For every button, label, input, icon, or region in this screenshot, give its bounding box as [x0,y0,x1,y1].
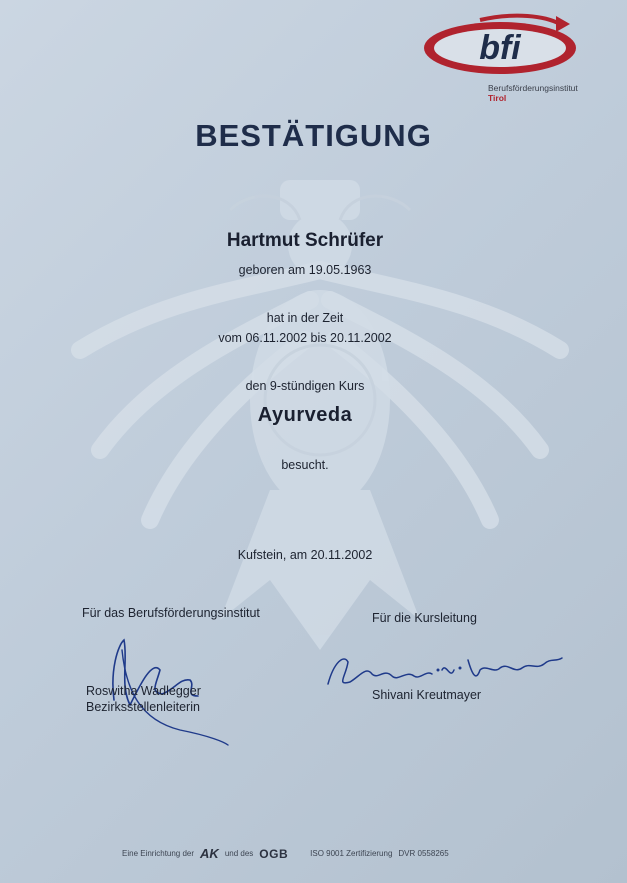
logo-institute-name: Berufsförderungsinstitut [488,83,578,93]
course-period: vom 06.11.2002 bis 20.11.2002 [218,331,392,345]
footer-prefix: Eine Einrichtung der [122,849,195,858]
ogb-logo: OGB [259,846,289,861]
place-and-date: Kufstein, am 20.11.2002 [237,548,373,562]
footer-line [122,846,449,861]
left-signatory-role: Bezirksstellenleiterin [86,700,200,714]
attendance-statement: besucht. [281,458,329,472]
bfi-logo [420,10,585,80]
logo-region: Tirol [488,93,507,103]
footer-dvr: DVR 0558265 [398,849,449,858]
document-title: BESTÄTIGUNG [195,118,432,153]
right-signatory-heading: Für die Kursleitung [372,611,477,625]
participant-name: Hartmut Schrüfer [226,230,384,251]
svg-text:bfi: bfi [479,29,521,67]
logo-subtitle [488,83,618,103]
course-intro: den 9-stündigen Kurs [245,379,365,393]
period-intro: hat in der Zeit [266,311,344,325]
left-signatory-block [86,683,201,715]
left-signatory-name: Roswitha Wadlegger [86,684,201,698]
left-signatory-heading: Für das Berufsförderungsinstitut [82,606,260,620]
footer-iso: ISO 9001 Zertifizierung [310,849,393,858]
ak-logo: AK [200,846,219,861]
footer-mid: und des [224,849,254,858]
right-signatory-name: Shivani Kreutmayer [372,688,482,702]
birth-date-line: geboren am 19.05.1963 [238,263,372,277]
course-title: Ayurveda [257,404,353,426]
